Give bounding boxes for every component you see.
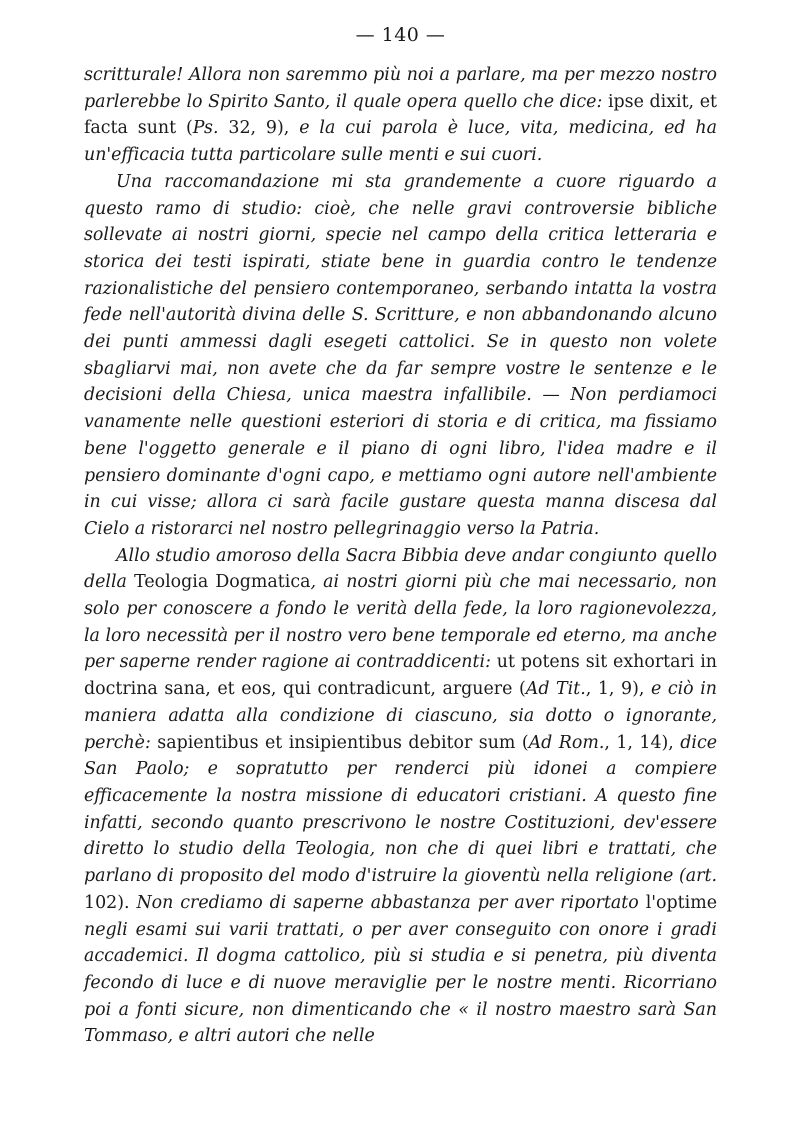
roman-text-segment: sapientibus et insipientibus debitor sum ( (157, 732, 529, 753)
roman-text-segment: ipse dixit, et facta sunt ( (84, 91, 718, 139)
italic-text-segment: Ad Tit. (525, 679, 586, 700)
italic-text-segment: Ps. (192, 118, 219, 139)
italic-text-segment: Allo studio amoroso della Sacra Bibbia deve andar congiunto quello della (84, 545, 717, 593)
italic-text-segment: Una raccomandazione mi sta grandemente a cuore riguardo a questo ramo di studio: cioè, che nelle gravi controversie bibliche sollevate ai nostri giorni, specie nel campo della critica letteraria e storica dei testi ispirati, stiate bene in guardia contro le tendenze razionalistiche del pensiero contemporaneo, serbando intatta la vostra fede nell'autorità divina delle S. Scritture, e non abbandonando alcuno dei punti ammessi dagli esegeti cattolici. Se in questo non volete sbagliarvi mai, non avete che da far sempre vostre le sentenze e le decisioni della Chiesa, unica maestra infallibile. — Non perdiamoci vanamente nelle questioni esteriori di storia e di critica, ma fissiamo bene l'oggetto generale e il piano di ogni libro, l'idea madre e il pensiero dominante d'ogni capo, e mettiamo ogni autore nell'ambiente in cui visse; allora ci sarà facile gustare questa manna discesa dal Cielo a ristorarci nel nostro pellegrinaggio verso la Patria. (84, 171, 717, 539)
roman-text-segment: ut potens sit exhortari in doctrina sana, et eos, qui contradicunt, arguere ( (84, 652, 717, 700)
roman-text-segment: 32, 9), (218, 118, 300, 139)
book-page (84, 24, 717, 1050)
roman-text-segment: , 1, 14), (604, 732, 681, 753)
italic-text-segment: Non crediamo di saperne abbastanza per aver riportato (136, 892, 646, 913)
italic-text-segment: art. (685, 866, 717, 887)
italic-text-segment: scritturale! Allora non saremmo più noi a parlare, ma per mezzo nostro parlerebbe lo Spirito Santo, il quale opera quello che dice: (84, 65, 717, 112)
page-number: — 140 — (355, 24, 446, 46)
roman-text-segment: Teologia Dogmatica (134, 572, 311, 593)
roman-text-segment: , 1, 9), (585, 679, 651, 700)
italic-text-segment: , ai nostri giorni più che mai necessario, non solo per conoscere a fondo le verità della fede, la loro ragionevolezza, la loro necessità per il nostro vero bene temporale ed eterno, ma anche per saperne render ragione ai contraddicenti: (84, 572, 717, 673)
paragraph (84, 62, 717, 169)
italic-text-segment: dice San Paolo; e sopratutto per renderci più idonei a compiere efficacemente la nostra missione di educatori cristiani. A questo fine infatti, secondo quanto prescrivono le nostre Costituzioni, dev'essere diretto lo studio della Teologia, non che di quei libri e trattati, che parlano di proposito del modo d'istruire la gioventù nella religione ( (84, 732, 717, 887)
italic-text-segment: Ad Rom. (528, 732, 605, 753)
paragraph (84, 169, 717, 543)
body-text (84, 62, 717, 1050)
italic-text-segment: negli esami sui varii trattati, o per aver conseguito con onore i gradi accademici. Il dogma cattolico, più si studia e si penetra, più diventa fecondo di luce e di nuove meraviglie per le nostre menti. Ricorriano poi a fonti sicure, non dimenticando che « il nostro maestro sarà San Tommaso, e altri autori che nelle (84, 919, 717, 1047)
italic-text-segment: e la cui parola è luce, vita, medicina, ed ha un'efficacia tutta particolare sulle menti e sui cuori. (84, 118, 717, 166)
italic-text-segment: e ciò in maniera adatta alla condizione di ciascuno, sia dotto o ignorante, perchè: (84, 679, 717, 753)
paragraph (84, 543, 717, 1050)
roman-text-segment: 102). (84, 892, 137, 913)
roman-text-segment: l'optime (645, 892, 717, 913)
